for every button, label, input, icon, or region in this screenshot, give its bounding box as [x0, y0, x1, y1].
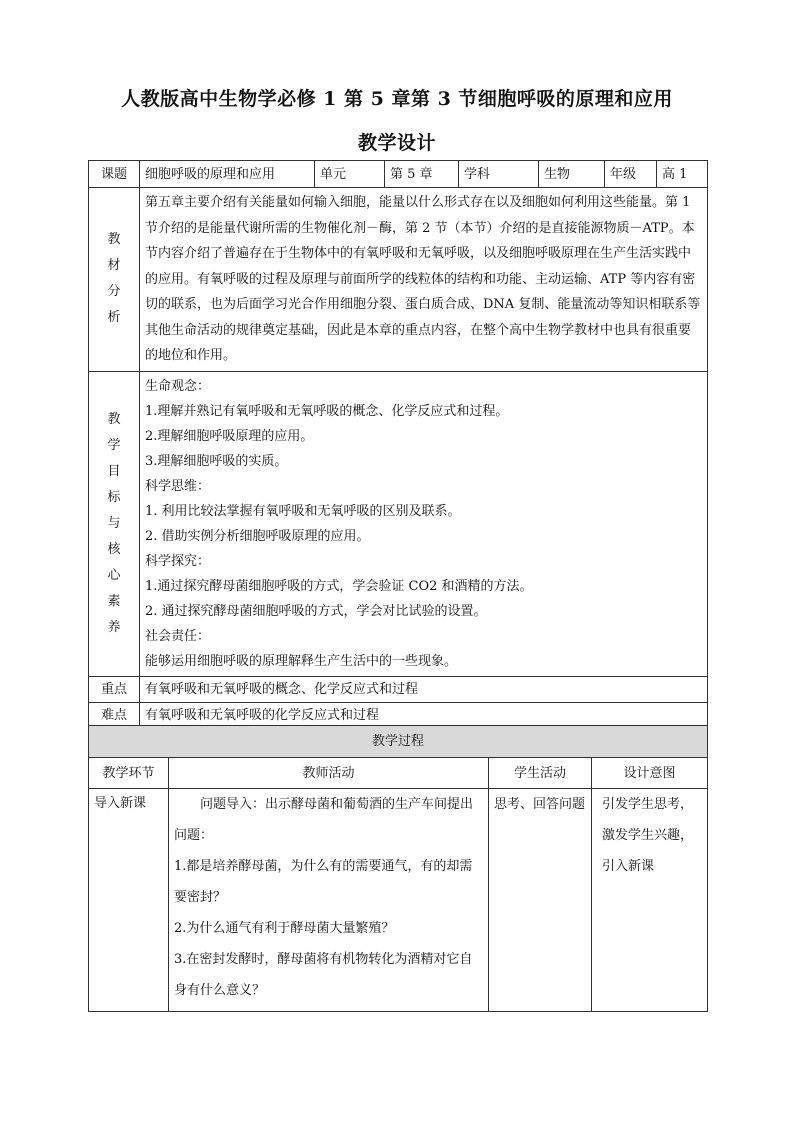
key-label: 重点 — [89, 676, 140, 702]
teacher-line: 3.在密封发酵时，酵母菌将有机物转化为酒精对它自身有什么意义？ — [174, 952, 473, 998]
goal-line: 3.理解细胞呼吸的实质。 — [145, 453, 288, 469]
teacher-line: 问题导入：出示酵母菌和葡萄酒的生产车间提出问题： — [174, 797, 474, 843]
teacher-cell — [169, 789, 489, 1012]
stage-cell: 导入新课 — [89, 789, 169, 1012]
goal-line: 1. 利用比较法掌握有氧呼吸和无氧呼吸的区别及联系。 — [145, 503, 461, 519]
student-cell: 思考、回答问题 — [489, 789, 592, 1012]
goal-line: 1.理解并熟记有氧呼吸和无氧呼吸的概念、化学反应式和过程。 — [145, 403, 509, 419]
col-student: 学生活动 — [489, 758, 592, 789]
grade-label: 年级 — [605, 161, 657, 188]
teacher-line: 1.都是培养酵母菌，为什么有的需要通气，有的却需要密封？ — [174, 859, 473, 905]
col-teacher: 教师活动 — [169, 758, 489, 789]
difficult-text: 有氧呼吸和无氧呼吸的化学反应式和过程 — [140, 702, 708, 728]
teacher-line: 2.为什么通气有利于酵母菌大量繁殖？ — [174, 921, 395, 936]
topic-label: 课题 — [89, 161, 140, 188]
unit-label: 单元 — [315, 161, 385, 188]
subject-label: 学科 — [459, 161, 539, 188]
grade-value: 高 1 — [657, 161, 708, 188]
goals-row — [89, 371, 708, 676]
document-title: 人教版高中生物学必修 1 第 5 章第 3 节细胞呼吸的原理和应用 — [121, 88, 673, 110]
key-text: 有氧呼吸和无氧呼吸的概念、化学反应式和过程 — [140, 676, 708, 702]
goal-line: 科学探究： — [145, 553, 211, 569]
goal-line: 2. 通过探究酵母菌细胞呼吸的方式，学会对比试验的设置。 — [145, 603, 487, 619]
goal-line: 2.理解细胞呼吸原理的应用。 — [145, 428, 314, 444]
process-header-row — [89, 726, 708, 758]
col-stage: 教学环节 — [89, 758, 169, 789]
topic-value: 细胞呼吸的原理和应用 — [140, 161, 315, 188]
unit-value: 第 5 章 — [385, 161, 459, 188]
process-table — [88, 725, 708, 1012]
subject-value: 生物 — [539, 161, 605, 188]
goals-content — [140, 371, 708, 676]
col-intent: 设计意图 — [592, 758, 708, 789]
goal-line: 社会责任： — [145, 628, 211, 644]
table-row — [89, 789, 708, 1012]
goal-line: 2. 借助实例分析细胞呼吸原理的应用。 — [145, 528, 370, 544]
goal-line: 1.通过探究酵母菌细胞呼吸的方式，学会验证 CO2 和酒精的方法。 — [145, 578, 533, 594]
process-columns-row — [89, 758, 708, 789]
info-row — [89, 161, 708, 188]
analysis-text: 第五章主要介绍有关能量如何输入细胞，能量以什么形式存在以及细胞如何利用这些能量。第 1 节介绍的是能量代谢所需的生物催化剂－酶，第 2 节（本节）介绍的是直接能源物质－ATP。本节内容介绍了普遍存在于生物体中的有氧呼吸和无氧呼吸，以及细胞呼吸原理在生产生活实践中的应用。有氧呼吸的过程及原理与前面所学的线粒体的结构和功能、主动运输、ATP 等内容有密切的联系，也为后面学习光合作用细胞分裂、蛋白质合成、DNA 复制、能量流动等知识相联系等其他生命活动的规律奠定基础，因此是本章的重点内容，在整个高中生物学教材中也具有很重要的地位和作用。 — [140, 188, 708, 372]
goal-line: 科学思维： — [145, 478, 211, 494]
intent-cell: 引发学生思考，激发学生兴趣，引入新课 — [592, 789, 708, 1012]
analysis-label: 教 材 分析 — [89, 188, 140, 372]
goal-line: 能够运用细胞呼吸的原理解释生产生活中的一些现象。 — [145, 653, 458, 669]
document-subtitle: 教学设计 — [357, 132, 436, 154]
process-header: 教学过程 — [89, 726, 708, 758]
goal-line: 生命观念： — [145, 378, 211, 394]
difficult-label: 难点 — [89, 702, 140, 728]
goals-label: 教 学 目 标 与 核 心 素 养 — [89, 371, 140, 676]
analysis-row — [89, 188, 708, 372]
info-table — [88, 160, 708, 729]
key-row — [89, 676, 708, 702]
